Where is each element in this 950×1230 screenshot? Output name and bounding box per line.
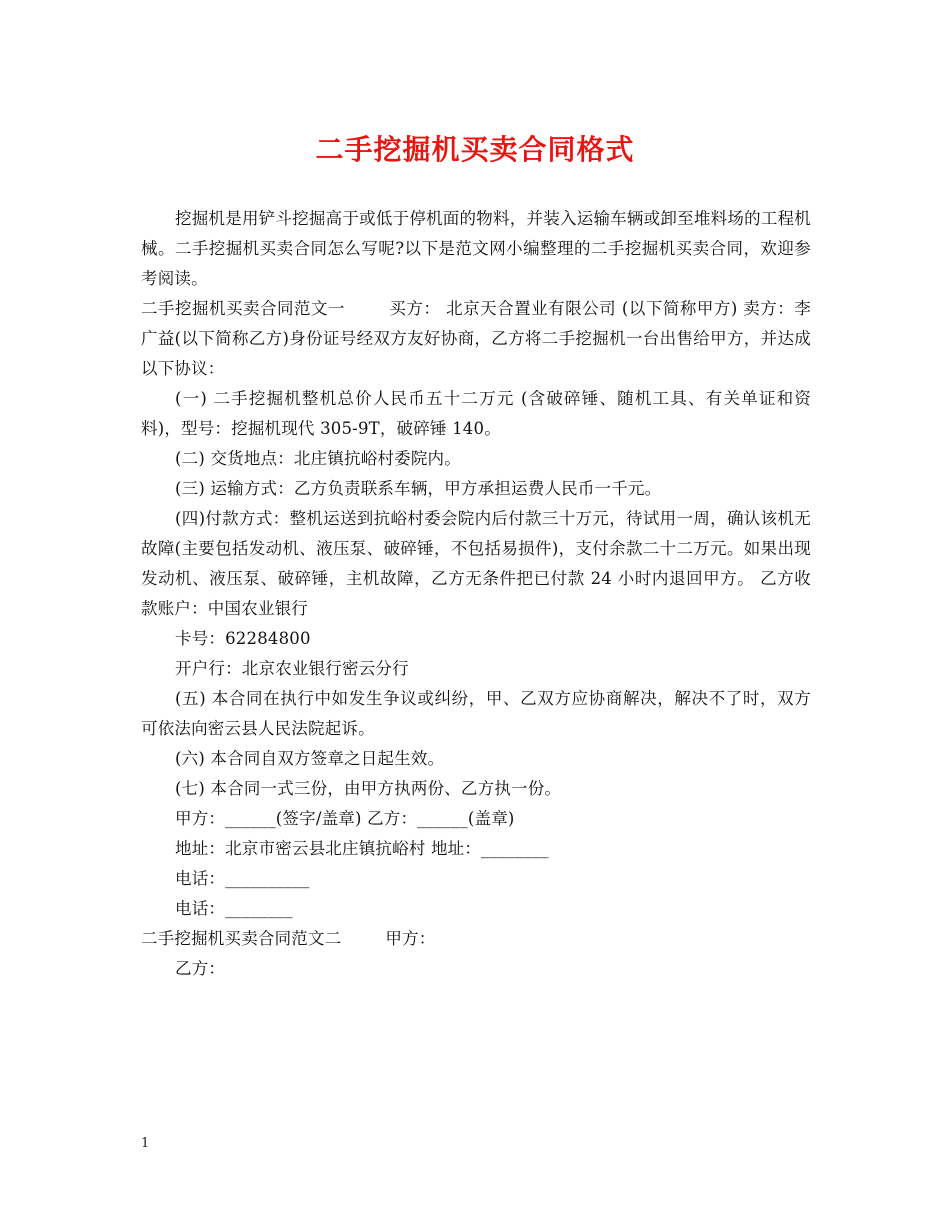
address-line: 地址：北京市密云县北庄镇抗峪村 地址：________	[175, 839, 549, 858]
sample2-heading: 二手挖掘机买卖合同范文二	[141, 929, 342, 948]
sample1-heading: 二手挖掘机买卖合同范文一	[141, 299, 346, 318]
signature-line: 甲方：______(签字/盖章) 乙方：______(盖章)	[175, 809, 515, 828]
clause-4: (四)付款方式：整机运送到抗峪村委会院内后付款三十万元，待试用一周，确认该机无故障(主要包括发动机、液压泵、破碎锤，不包括易损件)，支付余款二十二万元。如果出现发动机、液压泵、破碎锤，主机故障，乙方无条件把已付款 24 小时内退回甲方。 乙方收款账户：中国农业银行	[141, 509, 811, 618]
document-body	[141, 204, 811, 984]
clause-5: (五) 本合同在执行中如发生争议或纠纷，甲、乙双方应协商解决，解决不了时，双方可依法向密云县人民法院起诉。	[141, 689, 811, 738]
sample2-heading-line	[141, 924, 811, 954]
clause-2: (二) 交货地点：北庄镇抗峪村委院内。	[175, 449, 461, 468]
bank-branch: 开户行：北京农业银行密云分行	[175, 659, 409, 678]
clause-3: (三) 运输方式：乙方负责联系车辆，甲方承担运费人民币一千元。	[175, 479, 662, 498]
clause-1: (一) 二手挖掘机整机总价人民币五十二万元 (含破碎锤、随机工具、有关单证和资料)，型号：挖掘机现代 305-9T，破碎锤 140。	[141, 389, 811, 438]
sample1-buyer-seller: 买方： 北京天合置业有限公司 (以下简称甲方) 卖方：李广益(以下简称乙方)身份证号经双方友好协商，乙方将二手挖掘机一台出售给甲方，并达成以下协议：	[141, 299, 811, 378]
page-number: 1	[141, 1136, 150, 1151]
sample1-paragraph	[141, 294, 811, 384]
phone-line-2: 电话：________	[175, 899, 293, 918]
sample2-party-a: 甲方：	[385, 929, 436, 948]
clause-6: (六) 本合同自双方签章之日起生效。	[175, 749, 445, 768]
phone-line-1: 电话：__________	[175, 869, 310, 888]
clause-7: (七) 本合同一式三份，由甲方执两份、乙方执一份。	[175, 779, 562, 798]
document-title: 二手挖掘机买卖合同格式	[315, 133, 635, 166]
card-number: 卡号：62284800	[175, 629, 311, 648]
sample2-party-b: 乙方：	[175, 959, 226, 978]
intro-paragraph: 挖掘机是用铲斗挖掘高于或低于停机面的物料，并装入运输车辆或卸至堆料场的工程机械。二手挖掘机买卖合同怎么写呢?以下是范文网小编整理的二手挖掘机买卖合同，欢迎参考阅读。	[141, 209, 811, 288]
